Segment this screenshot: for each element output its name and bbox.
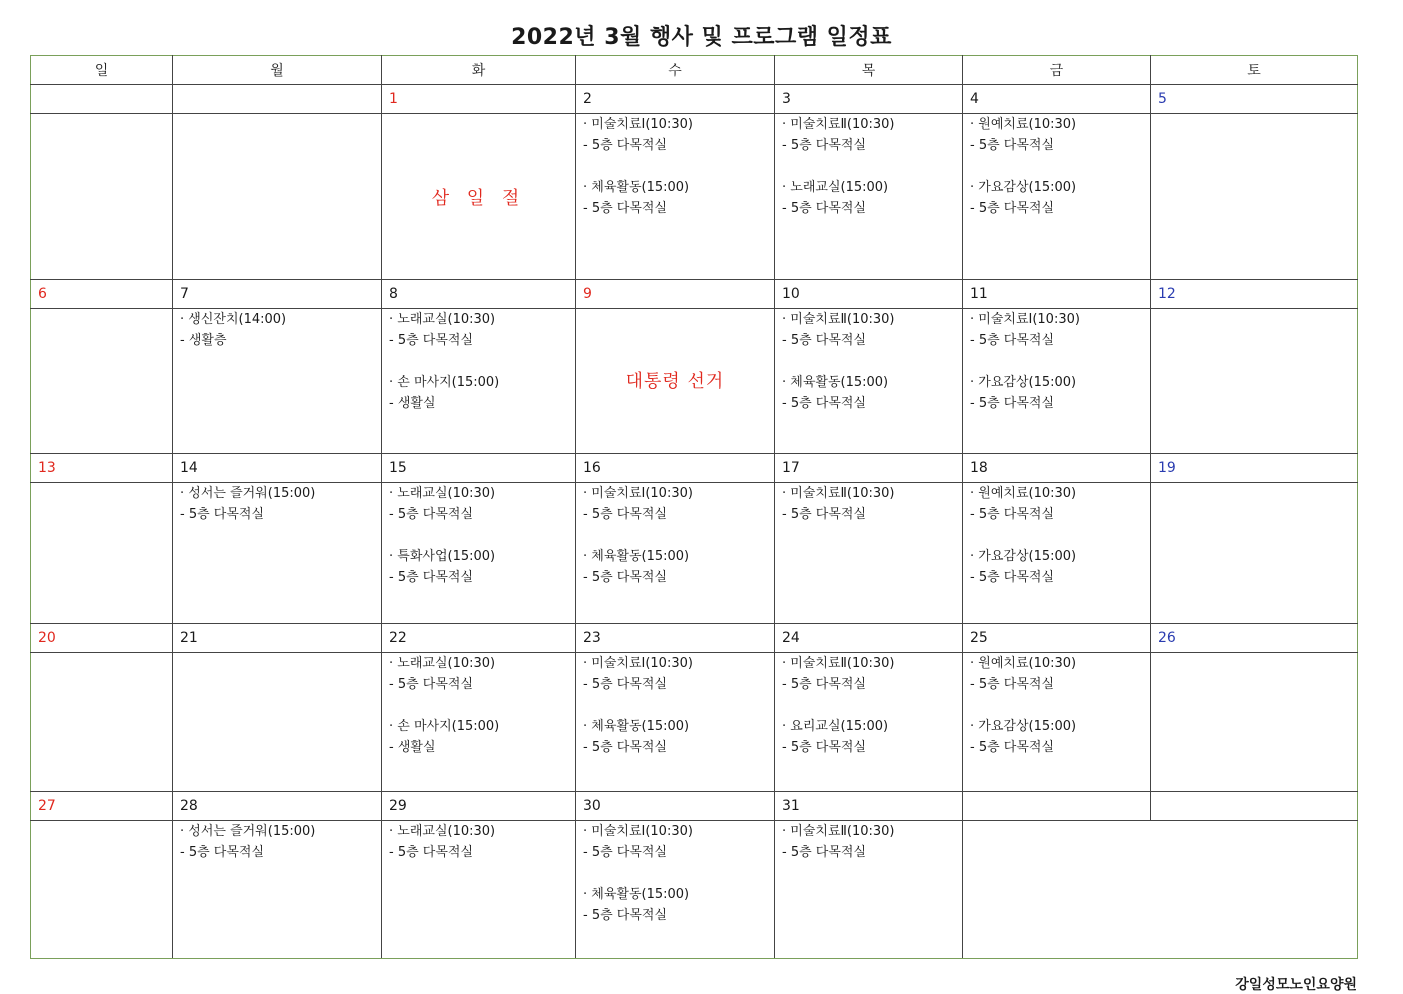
day-cell [31, 309, 173, 454]
date-cell: 8 [382, 280, 576, 309]
date-cell: 18 [963, 454, 1151, 483]
event-location: - 5층 다목적실 [583, 201, 668, 216]
event-location: - 생활실 [389, 740, 436, 755]
date-cell: 12 [1151, 280, 1358, 309]
date-cell: 17 [775, 454, 963, 483]
event-title: · 노래교실(10:30) [389, 486, 496, 501]
event-location: - 5층 다목적실 [389, 333, 474, 348]
day-cell [775, 483, 963, 624]
event-location: - 5층 다목적실 [583, 507, 668, 522]
date-cell-holiday: 1 [382, 85, 576, 114]
event-title: · 미술치료Ⅰ(10:30) [583, 486, 693, 501]
event-title: · 미술치료Ⅱ(10:30) [782, 486, 895, 501]
date-cell [963, 792, 1151, 821]
line-spacer [382, 525, 575, 546]
event-location: - 5층 다목적실 [782, 845, 867, 860]
event-location: - 5층 다목적실 [782, 201, 867, 216]
date-cell-holiday: 9 [576, 280, 775, 309]
event-title: · 노래교실(10:30) [389, 824, 496, 839]
event-title: · 미술치료Ⅱ(10:30) [782, 312, 895, 327]
line-spacer [576, 695, 774, 716]
event-title: · 가요감상(15:00) [970, 375, 1077, 390]
event-location: - 5층 다목적실 [970, 138, 1055, 153]
day-cell [1151, 309, 1358, 454]
event-title: · 미술치료Ⅰ(10:30) [583, 656, 693, 671]
day-cell [576, 483, 775, 624]
weekday-header-mon: 월 [173, 56, 382, 85]
day-cell [963, 114, 1151, 280]
event-title: · 체육활동(15:00) [583, 180, 690, 195]
event-title: · 원예치료(10:30) [970, 486, 1077, 501]
event-title: · 성서는 즐거워(15:00) [180, 486, 316, 501]
event-title: · 미술치료Ⅰ(10:30) [583, 824, 693, 839]
event-title: · 미술치료Ⅰ(10:30) [583, 117, 693, 132]
event-location: - 5층 다목적실 [782, 333, 867, 348]
date-cell: 7 [173, 280, 382, 309]
event-location: - 5층 다목적실 [970, 740, 1055, 755]
event-location: - 5층 다목적실 [389, 570, 474, 585]
day-cell [382, 483, 576, 624]
day-cell [173, 653, 382, 792]
day-cell [382, 309, 576, 454]
event-title: · 생신잔치(14:00) [180, 312, 287, 327]
date-cell: 28 [173, 792, 382, 821]
date-cell: 19 [1151, 454, 1358, 483]
date-cell: 10 [775, 280, 963, 309]
date-cell: 24 [775, 624, 963, 653]
event-location: - 5층 다목적실 [583, 677, 668, 692]
day-cell [1151, 653, 1358, 792]
event-location: - 5층 다목적실 [583, 740, 668, 755]
day-cell [382, 653, 576, 792]
event-title: · 미술치료Ⅰ(10:30) [970, 312, 1080, 327]
date-cell [31, 85, 173, 114]
event-location: - 5층 다목적실 [389, 507, 474, 522]
line-spacer [963, 156, 1150, 177]
day-cell [576, 114, 775, 280]
date-cell: 26 [1151, 624, 1358, 653]
event-title: · 노래교실(10:30) [389, 656, 496, 671]
event-location: - 5층 다목적실 [782, 138, 867, 153]
page-title: 2022년 3월 행사 및 프로그램 일정표 [511, 25, 892, 50]
date-cell: 14 [173, 454, 382, 483]
date-cell [1151, 792, 1358, 821]
event-title: · 손 마사지(15:00) [389, 375, 500, 390]
date-cell: 27 [31, 792, 173, 821]
day-cell [31, 114, 173, 280]
date-cell: 20 [31, 624, 173, 653]
day-cell [173, 483, 382, 624]
event-title: · 미술치료Ⅱ(10:30) [782, 117, 895, 132]
date-cell: 3 [775, 85, 963, 114]
weekday-header-fri: 금 [963, 56, 1151, 85]
day-cell [1151, 114, 1358, 280]
day-cell [775, 309, 963, 454]
date-cell: 6 [31, 280, 173, 309]
day-cell [173, 114, 382, 280]
date-cell: 5 [1151, 85, 1358, 114]
line-spacer [382, 695, 575, 716]
date-cell: 16 [576, 454, 775, 483]
event-location: - 생활실 [389, 396, 436, 411]
day-cell [173, 309, 382, 454]
week-5-date-row [31, 792, 1358, 821]
date-cell: 22 [382, 624, 576, 653]
event-location: - 5층 다목적실 [970, 201, 1055, 216]
line-spacer [382, 351, 575, 372]
event-title: · 요리교실(15:00) [782, 719, 889, 734]
date-cell [173, 85, 382, 114]
date-cell: 4 [963, 85, 1151, 114]
event-title: · 미술치료Ⅱ(10:30) [782, 824, 895, 839]
day-cell [31, 653, 173, 792]
weekday-header-sat: 토 [1151, 56, 1358, 85]
line-spacer [576, 156, 774, 177]
day-cell [1151, 821, 1358, 959]
day-cell [576, 653, 775, 792]
week-2-date-row [31, 280, 1358, 309]
day-cell [775, 114, 963, 280]
event-location: - 5층 다목적실 [180, 845, 265, 860]
event-title: · 가요감상(15:00) [970, 719, 1077, 734]
event-title: · 가요감상(15:00) [970, 180, 1077, 195]
weekday-header-thu: 목 [775, 56, 963, 85]
line-spacer [775, 156, 962, 177]
week-4-date-row [31, 624, 1358, 653]
weekday-header-tue: 화 [382, 56, 576, 85]
holiday-label: 삼 일 절 [431, 188, 526, 209]
event-location: - 5층 다목적실 [970, 396, 1055, 411]
schedule-calendar [30, 55, 1358, 959]
line-spacer [775, 351, 962, 372]
day-cell [31, 483, 173, 624]
event-location: - 5층 다목적실 [389, 845, 474, 860]
line-spacer [963, 351, 1150, 372]
line-spacer [576, 525, 774, 546]
day-cell [576, 309, 775, 454]
weekday-header-sun: 일 [31, 56, 173, 85]
event-location: - 5층 다목적실 [782, 677, 867, 692]
event-title: · 체육활동(15:00) [782, 375, 889, 390]
event-title: · 체육활동(15:00) [583, 549, 690, 564]
event-title: · 특화사업(15:00) [389, 549, 496, 564]
week-2-content-row [31, 309, 1358, 454]
event-title: · 성서는 즐거워(15:00) [180, 824, 316, 839]
day-cell [963, 821, 1151, 959]
line-spacer [775, 695, 962, 716]
date-cell: 15 [382, 454, 576, 483]
event-location: - 5층 다목적실 [970, 333, 1055, 348]
organization-name: 강일성모노인요양원 [1235, 977, 1357, 993]
event-title: · 노래교실(10:30) [389, 312, 496, 327]
event-location: - 5층 다목적실 [782, 507, 867, 522]
week-5-content-row [31, 821, 1358, 959]
day-cell [31, 821, 173, 959]
day-cell [576, 821, 775, 959]
week-1-content-row [31, 114, 1358, 280]
event-location: - 5층 다목적실 [970, 507, 1055, 522]
day-cell [1151, 483, 1358, 624]
line-spacer [963, 525, 1150, 546]
date-cell: 30 [576, 792, 775, 821]
holiday-label: 대통령 선거 [625, 371, 725, 392]
event-title: · 손 마사지(15:00) [389, 719, 500, 734]
day-cell [173, 821, 382, 959]
day-cell [963, 309, 1151, 454]
week-1-date-row [31, 85, 1358, 114]
day-cell [775, 821, 963, 959]
event-title: · 원예치료(10:30) [970, 117, 1077, 132]
line-spacer [576, 863, 774, 884]
date-cell: 11 [963, 280, 1151, 309]
event-title: · 체육활동(15:00) [583, 719, 690, 734]
event-title: · 체육활동(15:00) [583, 887, 690, 902]
day-cell [963, 483, 1151, 624]
event-location: - 5층 다목적실 [583, 138, 668, 153]
day-cell [382, 821, 576, 959]
event-title: · 가요감상(15:00) [970, 549, 1077, 564]
event-location: - 5층 다목적실 [782, 396, 867, 411]
weekday-header-wed: 수 [576, 56, 775, 85]
date-cell: 29 [382, 792, 576, 821]
event-location: - 5층 다목적실 [583, 845, 668, 860]
event-location: - 5층 다목적실 [583, 570, 668, 585]
event-title: · 미술치료Ⅱ(10:30) [782, 656, 895, 671]
day-cell [382, 114, 576, 280]
event-title: · 노래교실(15:00) [782, 180, 889, 195]
line-spacer [963, 695, 1150, 716]
event-location: - 5층 다목적실 [389, 677, 474, 692]
event-location: - 생활층 [180, 333, 227, 348]
event-location: - 5층 다목적실 [180, 507, 265, 522]
day-cell [963, 653, 1151, 792]
event-title: · 원예치료(10:30) [970, 656, 1077, 671]
date-cell: 13 [31, 454, 173, 483]
event-location: - 5층 다목적실 [583, 908, 668, 923]
date-cell: 2 [576, 85, 775, 114]
week-3-content-row [31, 483, 1358, 624]
weekday-header-row [31, 56, 1358, 85]
event-location: - 5층 다목적실 [970, 677, 1055, 692]
date-cell: 31 [775, 792, 963, 821]
week-4-content-row [31, 653, 1358, 792]
date-cell: 25 [963, 624, 1151, 653]
week-3-date-row [31, 454, 1358, 483]
day-cell [775, 653, 963, 792]
date-cell: 21 [173, 624, 382, 653]
date-cell: 23 [576, 624, 775, 653]
event-location: - 5층 다목적실 [782, 740, 867, 755]
event-location: - 5층 다목적실 [970, 570, 1055, 585]
